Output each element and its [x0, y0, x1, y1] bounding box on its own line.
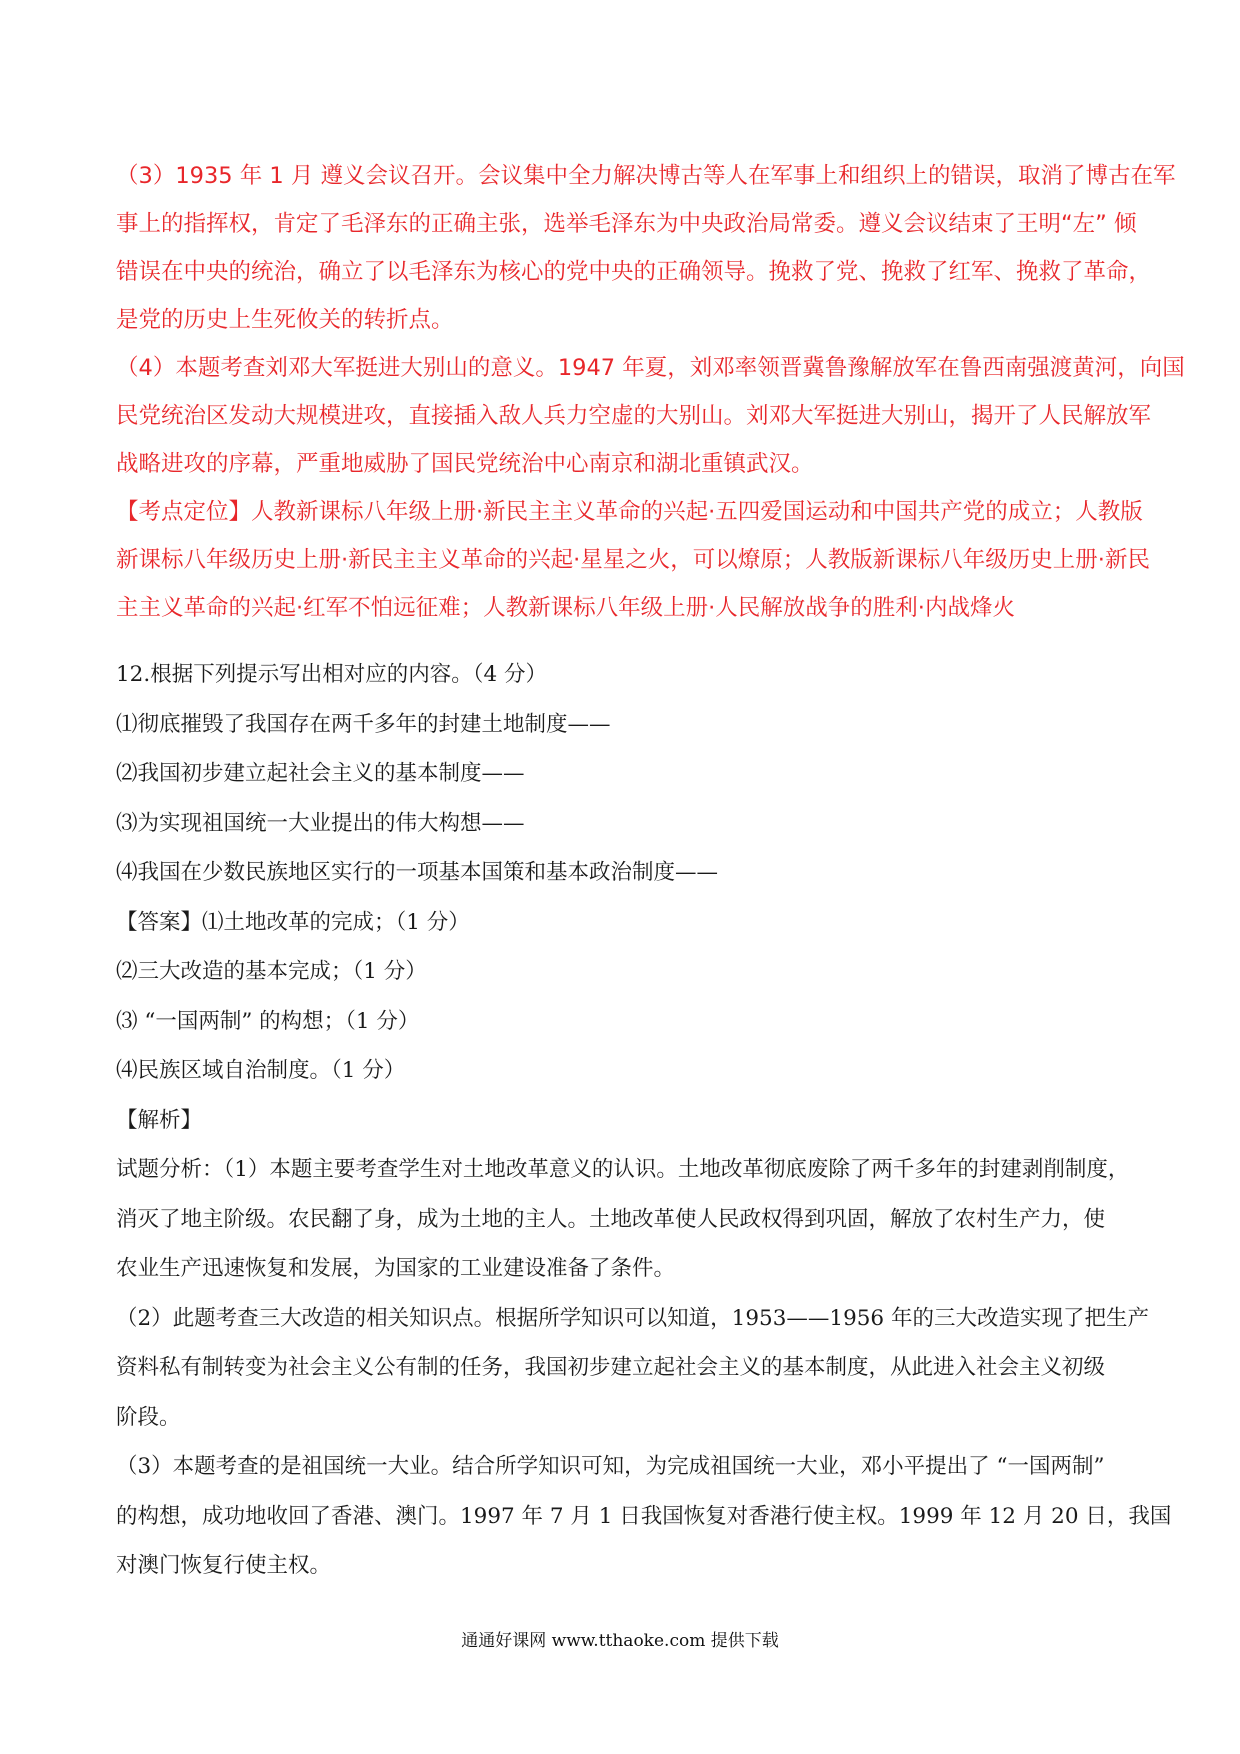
- analysis-line: 的构想，成功地收回了香港、澳门。1997 年 7 月 1 日我国恢复对香港行使主权。1999 年 12 月 20 日，我国: [116, 1503, 1172, 1529]
- answer-item: ⑷民族区域自治制度。（1 分）: [116, 1058, 406, 1083]
- text-line: 新课标八年级历史上册·新民主主义革命的兴起·星星之火，可以燎原；人教版新课标八年级历史上册·新民: [116, 547, 1150, 573]
- analysis-line: 消灭了地主阶级。农民翻了身，成为土地的主人。土地改革使人民政权得到巩固，解放了农村生产力，使: [116, 1206, 1106, 1232]
- question-item: ⑷我国在少数民族地区实行的一项基本国策和基本政治制度——: [116, 860, 719, 885]
- text-line: 事上的指挥权，肯定了毛泽东的正确主张，选举毛泽东为中央政治局常委。遵义会议结束了王明“左” 倾: [116, 211, 1137, 237]
- question-item: ⑶为实现祖国统一大业提出的伟大构想——: [116, 810, 525, 836]
- text-line: 是党的历史上生死攸关的转折点。: [116, 307, 454, 333]
- answer-item: 【答案】⑴土地改革的完成；（1 分）: [116, 909, 470, 935]
- question-12-section: [116, 650, 1172, 1591]
- text-line: 错误在中央的统治，确立了以毛泽东为核心的党中央的正确领导。挽救了党、挽救了红军、挽救了革命，: [116, 259, 1152, 285]
- text-line: （4）本题考查刘邓大军挺进大别山的意义。1947 年夏，刘邓率领晋冀鲁豫解放军在鲁西南强渡黄河，向国: [116, 355, 1185, 381]
- answer-item: ⑶ “一国两制” 的构想；（1 分）: [116, 1008, 420, 1034]
- page-footer: 通通好课网 www.tthaoke.com 提供下载: [461, 1631, 779, 1651]
- text-line: 战略进攻的序幕，严重地威胁了国民党统治中心南京和湖北重镇武汉。: [116, 451, 814, 477]
- analysis-continuation-red: [116, 152, 1185, 632]
- question-item: ⑵我国初步建立起社会主义的基本制度——: [116, 761, 525, 786]
- text-line: （3）1935 年 1 月 遵义会议召开。会议集中全力解决博古等人在军事上和组织上的错误，取消了博古在军: [116, 163, 1176, 189]
- analysis-line: 阶段。: [116, 1404, 181, 1430]
- analysis-line: 资料私有制转变为社会主义公有制的任务，我国初步建立起社会主义的基本制度，从此进入社会主义初级: [116, 1355, 1106, 1380]
- question-item: ⑴彻底摧毁了我国存在两千多年的封建土地制度——: [116, 711, 611, 737]
- text-line: 民党统治区发动大规模进攻，直接插入敌人兵力空虚的大别山。刘邓大军挺进大别山，揭开了人民解放军: [116, 403, 1152, 429]
- analysis-heading: 【解析】: [116, 1107, 203, 1133]
- analysis-line: （3）本题考查的是祖国统一大业。结合所学知识可知，为完成祖国统一大业，邓小平提出了 “一国两制”: [116, 1454, 1105, 1479]
- text-line: 主主义革命的兴起·红军不怕远征难；人教新课标八年级上册·人民解放战争的胜利·内战烽火: [116, 595, 1015, 621]
- analysis-line: 试题分析：（1）本题主要考查学生对土地改革意义的认识。土地改革彻底废除了两千多年的封建剥削制度，: [116, 1157, 1130, 1182]
- answer-item: ⑵三大改造的基本完成；（1 分）: [116, 959, 427, 984]
- analysis-line: 对澳门恢复行使主权。: [116, 1553, 332, 1578]
- analysis-line: 农业生产迅速恢复和发展，为国家的工业建设准备了条件。: [116, 1256, 676, 1281]
- question-title: 12.根据下列提示写出相对应的内容。（4 分）: [116, 662, 547, 687]
- analysis-line: （2）此题考查三大改造的相关知识点。根据所学知识可以知道，1953——1956 年的三大改造实现了把生产: [116, 1305, 1149, 1331]
- text-line: 【考点定位】人教新课标八年级上册·新民主主义革命的兴起·五四爱国运动和中国共产党的成立；人教版: [116, 499, 1143, 525]
